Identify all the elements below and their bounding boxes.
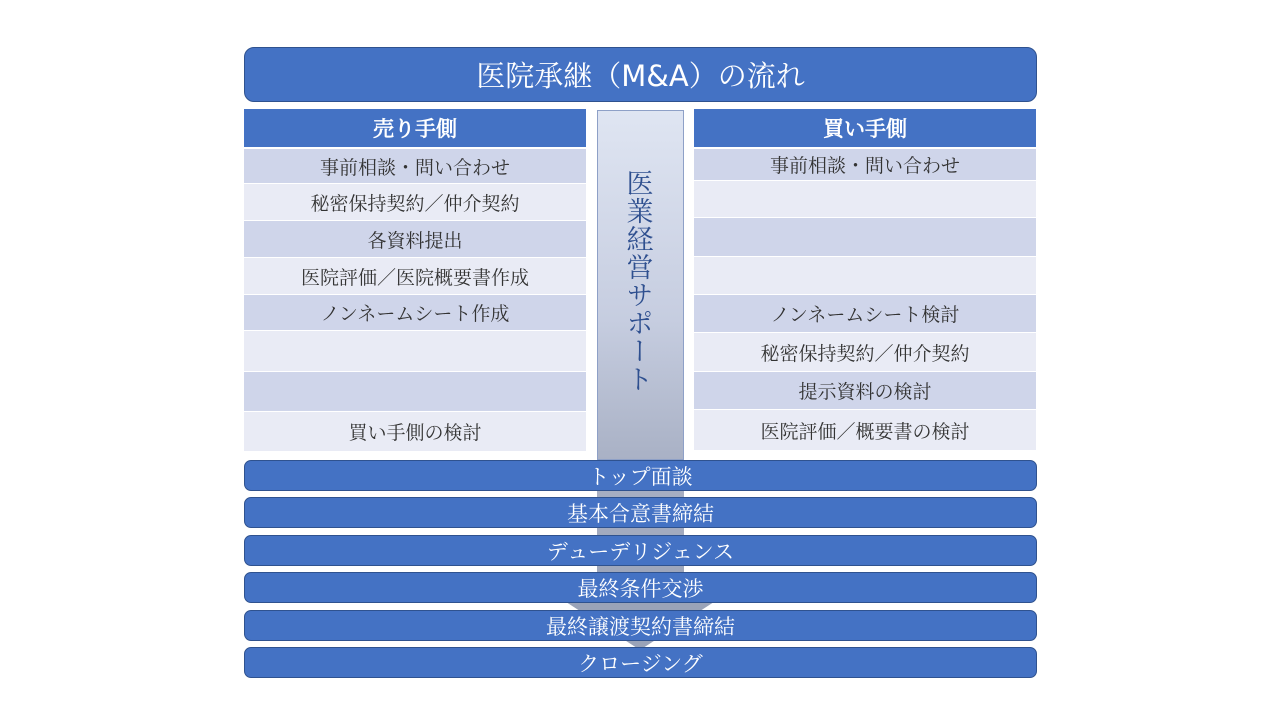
buyer-step-7: 提示資料の検討 [694,372,1036,410]
seller-step-4: 医院評価／医院概要書作成 [244,258,586,295]
diagram-title: 医院承継（M&A）の流れ [244,47,1037,102]
buyer-step-4 [694,257,1036,295]
step-due-diligence: デューデリジェンス [244,535,1037,566]
seller-step-7 [244,372,586,412]
seller-step-1: 事前相談・問い合わせ [244,149,586,184]
buyer-step-1: 事前相談・問い合わせ [694,149,1036,181]
seller-step-5: ノンネームシート作成 [244,295,586,331]
seller-step-8: 買い手側の検討 [244,412,586,452]
step-closing: クロージング [244,647,1037,678]
buyer-step-2 [694,181,1036,218]
seller-header: 売り手側 [244,109,586,147]
support-label: 医業経営サポート [621,169,653,393]
buyer-header: 買い手側 [694,109,1036,147]
support-bar [597,110,684,460]
buyer-step-6: 秘密保持契約／仲介契約 [694,333,1036,372]
step-basic-agreement: 基本合意書締結 [244,497,1037,528]
buyer-step-5: ノンネームシート検討 [694,295,1036,333]
buyer-column [694,149,1036,451]
step-final-negotiation: 最終条件交渉 [244,572,1037,603]
seller-step-3: 各資料提出 [244,221,586,258]
step-final-transfer-contract: 最終譲渡契約書締結 [244,610,1037,641]
step-top-meeting: トップ面談 [244,460,1037,491]
buyer-step-8: 医院評価／概要書の検討 [694,410,1036,451]
seller-step-6 [244,331,586,372]
seller-step-2: 秘密保持契約／仲介契約 [244,184,586,221]
buyer-step-3 [694,218,1036,257]
seller-column [244,149,586,452]
